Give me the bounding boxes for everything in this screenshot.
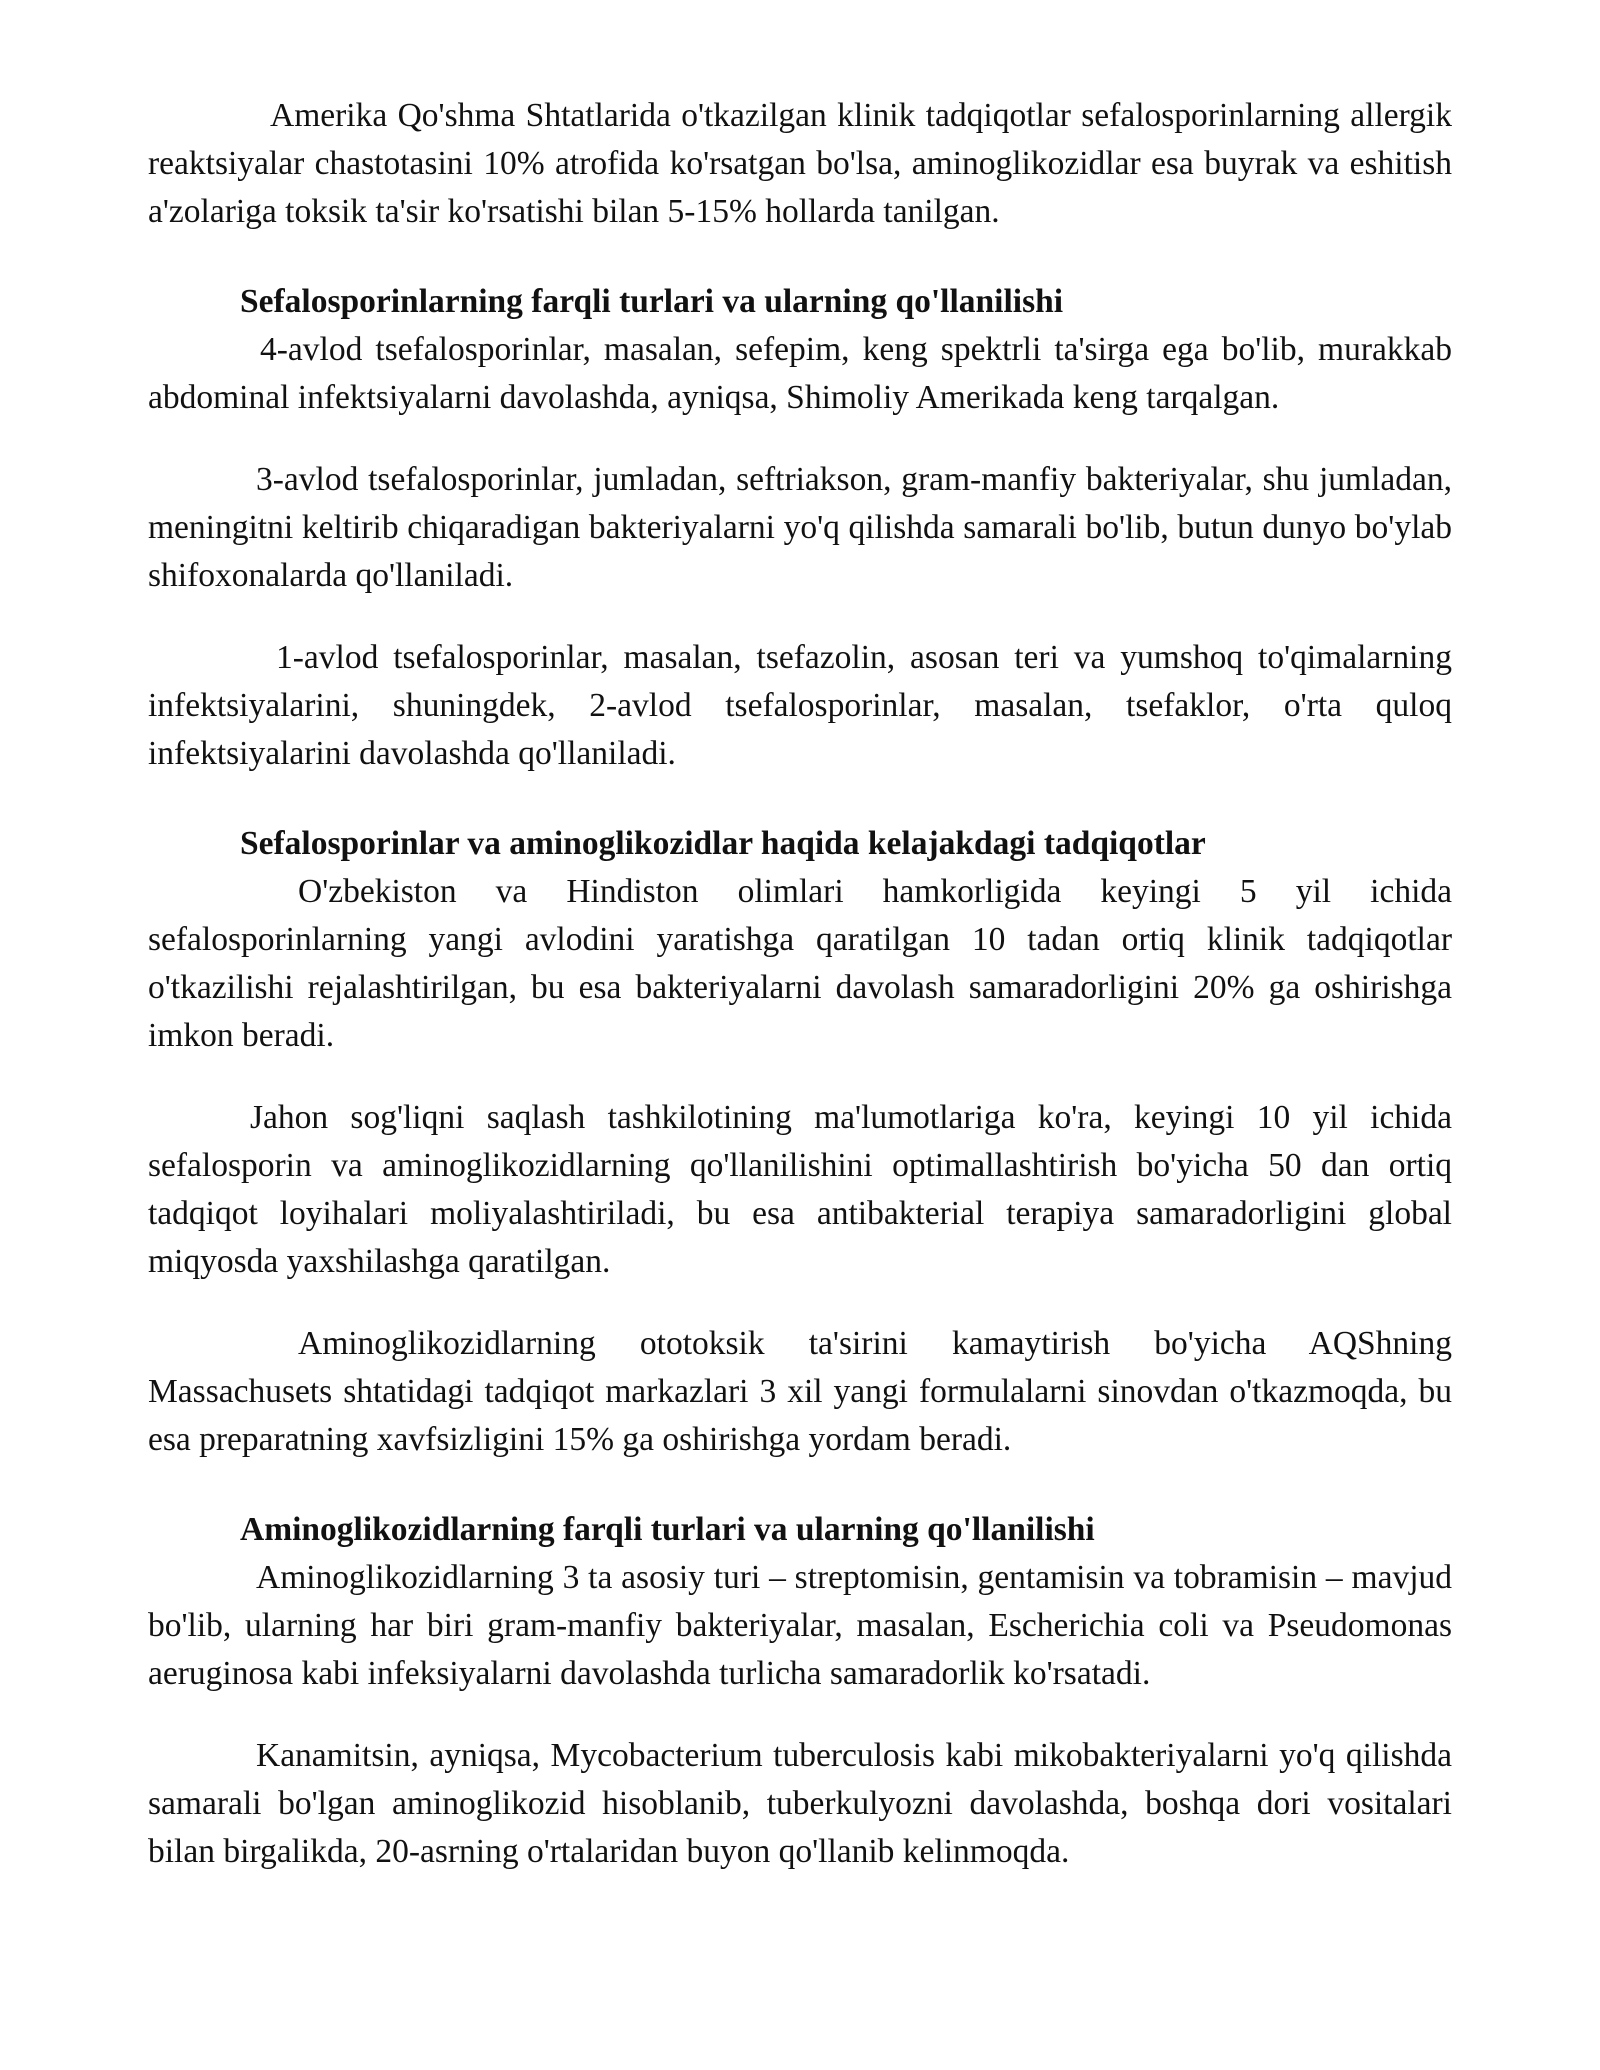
paragraph-uzbekistan-india: O'zbekiston va Hindiston olimlari hamkorligida keyingi 5 yil ichida sefalosporinlarning yangi avlodini yaratishga qaratilgan 10 tadan ortiq klinik tadqiqotlar o'tkazilishi rejalashtirilgan, bu esa bakteriyalarni davolash samaradorligini 20% ga oshirishga imkon beradi. (148, 873, 1452, 1054)
document-page (148, 92, 1452, 1876)
paragraph-who-data: Jahon sog'liqni saqlash tashkilotining ma'lumotlariga ko'ra, keyingi 10 yil ichida sefalosporin va aminoglikozidlarning qo'llanilishini optimallashtirish bo'yicha 50 dan ortiq tadqiqot loyihalari moliyalashtiriladi, bu esa antibakterial terapiya samaradorligini global miqyosda yaxshilashga qaratilgan. (148, 1099, 1452, 1280)
paragraph-kanamycin: Kanamitsin, ayniqsa, Mycobacterium tuberculosis kabi mikobakteriyalarni yo'q qilishda samarali bo'lgan aminoglikozid hisoblanib, tuberkulyozni davolashda, boshqa dori vositalari bilan birgalikda, 20-asrning o'rtalaridan buyon qo'llanib kelinmoqda. (148, 1737, 1452, 1870)
heading-future-research: Sefalosporinlar va aminoglikozidlar haqida kelajakdagi tadqiqotlar (240, 825, 1206, 862)
heading-cephalosporin-types: Sefalosporinlarning farqli turlari va ularning qo'llanilishi (240, 283, 1064, 320)
paragraph-1st-2nd-generation: 1-avlod tsefalosporinlar, masalan, tsefazolin, asosan teri va yumshoq to'qimalarning infektsiyalarini, shuningdek, 2-avlod tsefalosporinlar, masalan, tsefaklor, o'rta quloq infektsiyalarini davolashda qo'llaniladi. (148, 639, 1452, 772)
paragraph-ototoxic-research: Aminoglikozidlarning ototoksik ta'sirini kamaytirish bo'yicha AQShning Massachusets shtatidagi tadqiqot markazlari 3 xil yangi formulalarni sinovdan o'tkazmoqda, bu esa preparatning xavfsizligini 15% ga oshirishga yordam beradi. (148, 1325, 1452, 1458)
paragraph-4th-generation: 4-avlod tsefalosporinlar, masalan, sefepim, keng spektrli ta'sirga ega bo'lib, murakkab abdominal infektsiyalarni davolashda, ayniqsa, Shimoliy Amerikada keng tarqalgan. (148, 331, 1452, 416)
paragraph-allergy-toxicity: Amerika Qo'shma Shtatlarida o'tkazilgan klinik tadqiqotlar sefalosporinlarning allergik reaktsiyalar chastotasini 10% atrofida ko'rsatgan bo'lsa, aminoglikozidlar esa buyrak va eshitish a'zolariga toksik ta'sir ko'rsatishi bilan 5-15% hollarda tanilgan. (148, 97, 1452, 230)
paragraph-aminoglycoside-main-types: Aminoglikozidlarning 3 ta asosiy turi – streptomisin, gentamisin va tobramisin – mavjud bo'lib, ularning har biri gram-manfiy bakteriyalar, masalan, Escherichia coli va Pseudomonas aeruginosa kabi infeksiyalarni davolashda turlicha samaradorlik ko'rsatadi. (148, 1559, 1452, 1692)
heading-aminoglycoside-types: Aminoglikozidlarning farqli turlari va ularning qo'llanilishi (240, 1511, 1095, 1548)
paragraph-3rd-generation: 3-avlod tsefalosporinlar, jumladan, seftriakson, gram-manfiy bakteriyalar, shu jumladan, meningitni keltirib chiqaradigan bakteriyalarni yo'q qilishda samarali bo'lib, butun dunyo bo'ylab shifoxonalarda qo'llaniladi. (148, 461, 1452, 594)
